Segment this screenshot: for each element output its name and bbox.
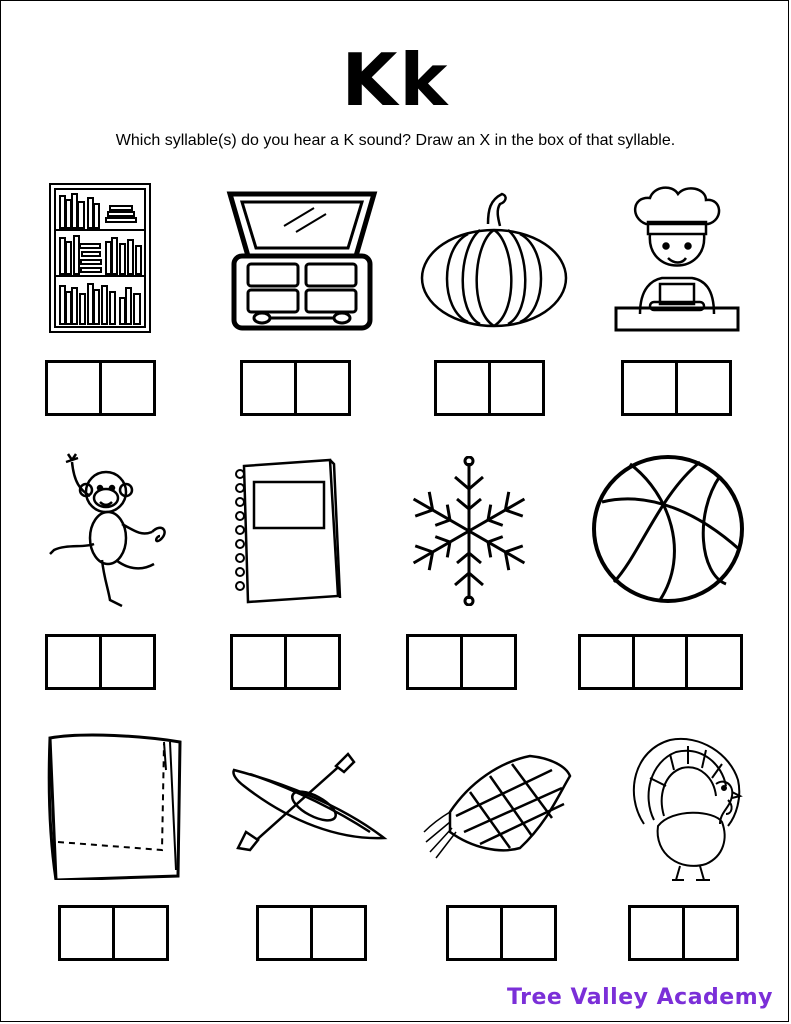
syllable-box[interactable] [297, 363, 348, 413]
syllable-box[interactable] [503, 908, 554, 958]
snowflake-icon [402, 456, 536, 606]
instructions-text: Which syllable(s) do you hear a K sound? Draw an X in the box of that syllable. [115, 132, 676, 149]
syllable-box[interactable] [287, 637, 338, 687]
syllable-box[interactable] [635, 637, 688, 687]
syllable-box[interactable] [409, 637, 463, 687]
syllable-box[interactable] [581, 637, 635, 687]
syllable-boxes-baker [621, 360, 732, 416]
baker-boy-icon [610, 184, 744, 334]
syllable-box[interactable] [685, 908, 736, 958]
pumpkin-icon [418, 192, 570, 330]
syllable-box[interactable] [624, 363, 678, 413]
kayak-icon [230, 752, 388, 852]
syllable-boxes-turkey [628, 905, 739, 961]
syllable-box[interactable] [449, 908, 503, 958]
syllable-box[interactable] [233, 637, 287, 687]
syllable-box[interactable] [48, 363, 102, 413]
notebook-icon [230, 456, 342, 606]
syllable-box[interactable] [259, 908, 313, 958]
syllable-boxes-notebook [230, 634, 341, 690]
syllable-boxes-kayak [256, 905, 367, 961]
syllable-box[interactable] [102, 637, 153, 687]
bookcase-icon [48, 182, 152, 334]
monkey-icon [44, 452, 174, 614]
brand-logo-text: Tree Valley Academy [507, 985, 773, 1010]
syllable-boxes-snowflake [406, 634, 517, 690]
syllable-box[interactable] [463, 637, 514, 687]
syllable-box[interactable] [313, 908, 364, 958]
syllable-box[interactable] [688, 637, 740, 687]
makeup-kit-icon [224, 186, 380, 332]
turkey-icon [624, 734, 746, 882]
basketball-icon [590, 454, 746, 604]
blanket-icon [420, 752, 574, 862]
syllable-box[interactable] [631, 908, 685, 958]
napkin-icon [44, 730, 184, 880]
page-title: Kk [341, 38, 450, 122]
syllable-box[interactable] [678, 363, 729, 413]
syllable-boxes-bookcase [45, 360, 156, 416]
syllable-boxes-monkey [45, 634, 156, 690]
syllable-boxes-blanket [446, 905, 557, 961]
syllable-box[interactable] [491, 363, 542, 413]
syllable-box[interactable] [48, 637, 102, 687]
syllable-box[interactable] [102, 363, 153, 413]
syllable-box[interactable] [243, 363, 297, 413]
syllable-box[interactable] [115, 908, 166, 958]
syllable-box[interactable] [61, 908, 115, 958]
syllable-boxes-basketball [578, 634, 743, 690]
syllable-box[interactable] [437, 363, 491, 413]
syllable-boxes-napkin [58, 905, 169, 961]
syllable-boxes-makeup-kit [240, 360, 351, 416]
syllable-boxes-pumpkin [434, 360, 545, 416]
